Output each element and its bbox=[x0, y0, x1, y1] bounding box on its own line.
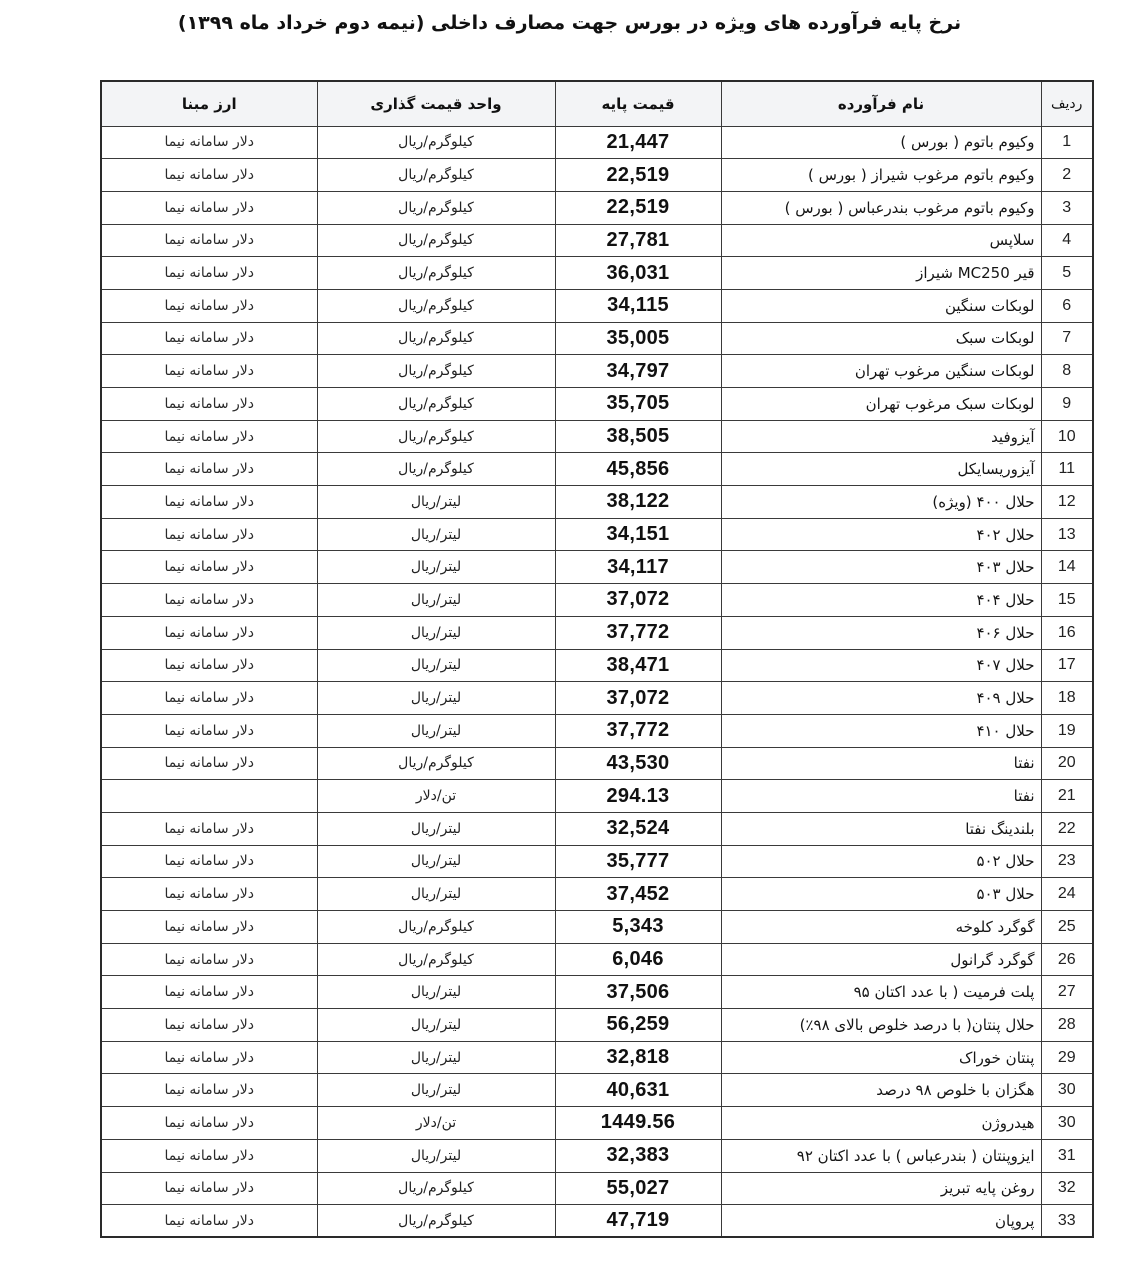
header-product-name: نام فرآورده bbox=[721, 81, 1041, 126]
table-row bbox=[101, 1205, 1093, 1238]
cell-row-number: 13 bbox=[1041, 518, 1093, 551]
cell-base-price: 34,115 bbox=[555, 289, 721, 322]
cell-base-price: 37,072 bbox=[555, 682, 721, 715]
cell-base-currency bbox=[101, 780, 317, 813]
cell-base-price: 35,705 bbox=[555, 388, 721, 421]
table-row bbox=[101, 812, 1093, 845]
cell-base-price: 37,072 bbox=[555, 584, 721, 617]
cell-product-name: نفتا bbox=[721, 747, 1041, 780]
table-row bbox=[101, 649, 1093, 682]
cell-product-name: گوگرد گرانول bbox=[721, 943, 1041, 976]
cell-product-name: وکیوم باتوم مرغوب شیراز ( بورس ) bbox=[721, 159, 1041, 192]
cell-pricing-unit: تن/دلار bbox=[317, 1107, 555, 1140]
cell-pricing-unit: لیتر/ریال bbox=[317, 584, 555, 617]
cell-product-name: پلت فرمیت ( با عدد اکتان ۹۵ bbox=[721, 976, 1041, 1009]
cell-row-number: 5 bbox=[1041, 257, 1093, 290]
table-row bbox=[101, 747, 1093, 780]
cell-base-price: 47,719 bbox=[555, 1205, 721, 1238]
cell-base-price: 37,506 bbox=[555, 976, 721, 1009]
cell-base-currency: دلار سامانه نیما bbox=[101, 388, 317, 421]
cell-product-name: وکیوم باتوم ( بورس ) bbox=[721, 126, 1041, 159]
table-row bbox=[101, 1107, 1093, 1140]
cell-pricing-unit: لیتر/ریال bbox=[317, 1041, 555, 1074]
cell-base-price: 40,631 bbox=[555, 1074, 721, 1107]
cell-pricing-unit: لیتر/ریال bbox=[317, 812, 555, 845]
cell-base-currency: دلار سامانه نیما bbox=[101, 453, 317, 486]
cell-base-currency: دلار سامانه نیما bbox=[101, 911, 317, 944]
table-row bbox=[101, 191, 1093, 224]
cell-row-number: 10 bbox=[1041, 420, 1093, 453]
cell-product-name: حلال ۴۰۷ bbox=[721, 649, 1041, 682]
cell-base-currency: دلار سامانه نیما bbox=[101, 191, 317, 224]
cell-base-currency: دلار سامانه نیما bbox=[101, 616, 317, 649]
cell-row-number: 18 bbox=[1041, 682, 1093, 715]
cell-pricing-unit: کیلوگرم/ریال bbox=[317, 224, 555, 257]
table-row bbox=[101, 159, 1093, 192]
cell-pricing-unit: کیلوگرم/ریال bbox=[317, 159, 555, 192]
cell-base-price: 34,151 bbox=[555, 518, 721, 551]
cell-base-currency: دلار سامانه نیما bbox=[101, 551, 317, 584]
table-row bbox=[101, 322, 1093, 355]
cell-row-number: 14 bbox=[1041, 551, 1093, 584]
cell-product-name: لوبکات سبک bbox=[721, 322, 1041, 355]
cell-base-price: 37,772 bbox=[555, 714, 721, 747]
cell-base-price: 32,524 bbox=[555, 812, 721, 845]
cell-product-name: حلال پنتان( با درصد خلوص بالای ۹۸٪) bbox=[721, 1009, 1041, 1042]
cell-product-name: حلال ۴۰۳ bbox=[721, 551, 1041, 584]
cell-pricing-unit: لیتر/ریال bbox=[317, 845, 555, 878]
cell-base-currency: دلار سامانه نیما bbox=[101, 976, 317, 1009]
cell-product-name: پروپان bbox=[721, 1205, 1041, 1238]
cell-base-currency: دلار سامانه نیما bbox=[101, 812, 317, 845]
header-base-currency: ارز مبنا bbox=[101, 81, 317, 126]
cell-pricing-unit: کیلوگرم/ریال bbox=[317, 747, 555, 780]
cell-pricing-unit: لیتر/ریال bbox=[317, 486, 555, 519]
cell-pricing-unit: کیلوگرم/ریال bbox=[317, 1172, 555, 1205]
cell-base-currency: دلار سامانه نیما bbox=[101, 845, 317, 878]
cell-row-number: 24 bbox=[1041, 878, 1093, 911]
cell-base-currency: دلار سامانه نیما bbox=[101, 355, 317, 388]
cell-pricing-unit: لیتر/ریال bbox=[317, 518, 555, 551]
cell-base-currency: دلار سامانه نیما bbox=[101, 126, 317, 159]
cell-product-name: روغن پایه تبریز bbox=[721, 1172, 1041, 1205]
cell-product-name: هگزان با خلوص ۹۸ درصد bbox=[721, 1074, 1041, 1107]
cell-product-name: حلال ۵۰۲ bbox=[721, 845, 1041, 878]
cell-row-number: 26 bbox=[1041, 943, 1093, 976]
table-row bbox=[101, 845, 1093, 878]
cell-base-price: 22,519 bbox=[555, 191, 721, 224]
cell-row-number: 31 bbox=[1041, 1139, 1093, 1172]
cell-pricing-unit: کیلوگرم/ریال bbox=[317, 911, 555, 944]
cell-base-price: 34,117 bbox=[555, 551, 721, 584]
cell-row-number: 25 bbox=[1041, 911, 1093, 944]
cell-base-price: 21,447 bbox=[555, 126, 721, 159]
cell-product-name: سلاپس bbox=[721, 224, 1041, 257]
table-row bbox=[101, 126, 1093, 159]
cell-base-currency: دلار سامانه نیما bbox=[101, 1074, 317, 1107]
table-row bbox=[101, 1041, 1093, 1074]
cell-base-currency: دلار سامانه نیما bbox=[101, 1107, 317, 1140]
cell-pricing-unit: کیلوگرم/ریال bbox=[317, 943, 555, 976]
cell-row-number: 15 bbox=[1041, 584, 1093, 617]
cell-pricing-unit: کیلوگرم/ریال bbox=[317, 453, 555, 486]
table-row bbox=[101, 453, 1093, 486]
cell-row-number: 2 bbox=[1041, 159, 1093, 192]
header-row-number: ردیف bbox=[1041, 81, 1093, 126]
cell-base-price: 43,530 bbox=[555, 747, 721, 780]
cell-base-currency: دلار سامانه نیما bbox=[101, 714, 317, 747]
cell-base-currency: دلار سامانه نیما bbox=[101, 682, 317, 715]
cell-row-number: 9 bbox=[1041, 388, 1093, 421]
cell-base-price: 38,505 bbox=[555, 420, 721, 453]
cell-base-price: 35,005 bbox=[555, 322, 721, 355]
cell-pricing-unit: لیتر/ریال bbox=[317, 551, 555, 584]
cell-pricing-unit: لیتر/ریال bbox=[317, 1009, 555, 1042]
cell-base-price: 37,452 bbox=[555, 878, 721, 911]
cell-base-currency: دلار سامانه نیما bbox=[101, 159, 317, 192]
table-row bbox=[101, 911, 1093, 944]
cell-product-name: حلال ۴۰۴ bbox=[721, 584, 1041, 617]
cell-base-price: 55,027 bbox=[555, 1172, 721, 1205]
cell-base-price: 22,519 bbox=[555, 159, 721, 192]
cell-base-currency: دلار سامانه نیما bbox=[101, 1009, 317, 1042]
table-row bbox=[101, 584, 1093, 617]
cell-base-currency: دلار سامانه نیما bbox=[101, 1041, 317, 1074]
cell-product-name: بلندینگ نفتا bbox=[721, 812, 1041, 845]
cell-product-name: حلال ۴۰۹ bbox=[721, 682, 1041, 715]
cell-product-name: گوگرد کلوخه bbox=[721, 911, 1041, 944]
cell-base-currency: دلار سامانه نیما bbox=[101, 1139, 317, 1172]
cell-row-number: 32 bbox=[1041, 1172, 1093, 1205]
cell-product-name: نفتا bbox=[721, 780, 1041, 813]
cell-product-name: حلال ۴۱۰ bbox=[721, 714, 1041, 747]
cell-base-price: 5,343 bbox=[555, 911, 721, 944]
cell-pricing-unit: تن/دلار bbox=[317, 780, 555, 813]
cell-base-price: 1449.56 bbox=[555, 1107, 721, 1140]
table-row bbox=[101, 1139, 1093, 1172]
cell-row-number: 30 bbox=[1041, 1074, 1093, 1107]
cell-base-price: 27,781 bbox=[555, 224, 721, 257]
cell-row-number: 6 bbox=[1041, 289, 1093, 322]
table-row bbox=[101, 1172, 1093, 1205]
cell-pricing-unit: لیتر/ریال bbox=[317, 976, 555, 1009]
cell-base-currency: دلار سامانه نیما bbox=[101, 584, 317, 617]
document-title: نرخ پایه فرآورده های ویژه در بورس جهت مصارف داخلی (نیمه دوم خرداد ماه ۱۳۹۹) bbox=[177, 12, 962, 34]
cell-base-price: 32,818 bbox=[555, 1041, 721, 1074]
header-pricing-unit: واحد قیمت گذاری bbox=[317, 81, 555, 126]
cell-base-currency: دلار سامانه نیما bbox=[101, 322, 317, 355]
cell-product-name: پنتان خوراک bbox=[721, 1041, 1041, 1074]
cell-base-currency: دلار سامانه نیما bbox=[101, 649, 317, 682]
cell-base-currency: دلار سامانه نیما bbox=[101, 878, 317, 911]
header-base-price: قیمت پایه bbox=[555, 81, 721, 126]
cell-pricing-unit: لیتر/ریال bbox=[317, 878, 555, 911]
cell-product-name: لوبکات سنگین مرغوب تهران bbox=[721, 355, 1041, 388]
cell-base-price: 294.13 bbox=[555, 780, 721, 813]
cell-pricing-unit: کیلوگرم/ریال bbox=[317, 126, 555, 159]
cell-base-price: 35,777 bbox=[555, 845, 721, 878]
cell-product-name: حلال ۴۰۶ bbox=[721, 616, 1041, 649]
table-header-row bbox=[101, 81, 1093, 126]
cell-row-number: 28 bbox=[1041, 1009, 1093, 1042]
table-row bbox=[101, 1009, 1093, 1042]
cell-base-price: 56,259 bbox=[555, 1009, 721, 1042]
cell-product-name: حلال ۵۰۳ bbox=[721, 878, 1041, 911]
cell-pricing-unit: کیلوگرم/ریال bbox=[317, 388, 555, 421]
cell-pricing-unit: کیلوگرم/ریال bbox=[317, 191, 555, 224]
cell-base-currency: دلار سامانه نیما bbox=[101, 1172, 317, 1205]
cell-base-currency: دلار سامانه نیما bbox=[101, 224, 317, 257]
table-body bbox=[101, 126, 1093, 1237]
cell-base-price: 6,046 bbox=[555, 943, 721, 976]
cell-pricing-unit: لیتر/ریال bbox=[317, 1074, 555, 1107]
cell-base-currency: دلار سامانه نیما bbox=[101, 486, 317, 519]
table-row bbox=[101, 257, 1093, 290]
cell-base-currency: دلار سامانه نیما bbox=[101, 420, 317, 453]
cell-pricing-unit: کیلوگرم/ریال bbox=[317, 1205, 555, 1238]
cell-base-price: 45,856 bbox=[555, 453, 721, 486]
cell-pricing-unit: لیتر/ریال bbox=[317, 616, 555, 649]
cell-row-number: 33 bbox=[1041, 1205, 1093, 1238]
cell-row-number: 8 bbox=[1041, 355, 1093, 388]
cell-pricing-unit: لیتر/ریال bbox=[317, 682, 555, 715]
cell-product-name: وکیوم باتوم مرغوب بندرعباس ( بورس ) bbox=[721, 191, 1041, 224]
cell-product-name: حلال ۴۰۲ bbox=[721, 518, 1041, 551]
table-row bbox=[101, 486, 1093, 519]
cell-base-currency: دلار سامانه نیما bbox=[101, 518, 317, 551]
cell-row-number: 17 bbox=[1041, 649, 1093, 682]
cell-row-number: 4 bbox=[1041, 224, 1093, 257]
cell-row-number: 1 bbox=[1041, 126, 1093, 159]
cell-base-currency: دلار سامانه نیما bbox=[101, 257, 317, 290]
table-row bbox=[101, 976, 1093, 1009]
cell-product-name: حلال ۴۰۰ (ویژه) bbox=[721, 486, 1041, 519]
cell-base-currency: دلار سامانه نیما bbox=[101, 747, 317, 780]
table-row bbox=[101, 518, 1093, 551]
cell-base-price: 38,471 bbox=[555, 649, 721, 682]
table-row bbox=[101, 289, 1093, 322]
cell-base-price: 37,772 bbox=[555, 616, 721, 649]
table-row bbox=[101, 616, 1093, 649]
cell-pricing-unit: لیتر/ریال bbox=[317, 649, 555, 682]
cell-row-number: 23 bbox=[1041, 845, 1093, 878]
cell-product-name: لوبکات سنگین bbox=[721, 289, 1041, 322]
cell-row-number: 20 bbox=[1041, 747, 1093, 780]
cell-base-currency: دلار سامانه نیما bbox=[101, 289, 317, 322]
cell-pricing-unit: کیلوگرم/ریال bbox=[317, 289, 555, 322]
cell-row-number: 19 bbox=[1041, 714, 1093, 747]
cell-pricing-unit: لیتر/ریال bbox=[317, 1139, 555, 1172]
table-row bbox=[101, 224, 1093, 257]
cell-base-price: 38,122 bbox=[555, 486, 721, 519]
cell-row-number: 30 bbox=[1041, 1107, 1093, 1140]
cell-product-name: ایزوپنتان ( بندرعباس ) با عدد اکتان ۹۲ bbox=[721, 1139, 1041, 1172]
table-row bbox=[101, 878, 1093, 911]
cell-row-number: 7 bbox=[1041, 322, 1093, 355]
cell-base-currency: دلار سامانه نیما bbox=[101, 1205, 317, 1238]
cell-row-number: 22 bbox=[1041, 812, 1093, 845]
table-row bbox=[101, 355, 1093, 388]
cell-row-number: 27 bbox=[1041, 976, 1093, 1009]
cell-product-name: لوبکات سبک مرغوب تهران bbox=[721, 388, 1041, 421]
cell-row-number: 21 bbox=[1041, 780, 1093, 813]
cell-row-number: 11 bbox=[1041, 453, 1093, 486]
price-table bbox=[100, 80, 1094, 1238]
table-row bbox=[101, 943, 1093, 976]
cell-row-number: 29 bbox=[1041, 1041, 1093, 1074]
table-row bbox=[101, 682, 1093, 715]
cell-base-price: 36,031 bbox=[555, 257, 721, 290]
cell-product-name: هیدروژن bbox=[721, 1107, 1041, 1140]
table-row bbox=[101, 714, 1093, 747]
table-row bbox=[101, 551, 1093, 584]
cell-base-currency: دلار سامانه نیما bbox=[101, 943, 317, 976]
cell-pricing-unit: کیلوگرم/ریال bbox=[317, 420, 555, 453]
table-row bbox=[101, 388, 1093, 421]
cell-pricing-unit: کیلوگرم/ریال bbox=[317, 257, 555, 290]
cell-pricing-unit: لیتر/ریال bbox=[317, 714, 555, 747]
cell-product-name: قیر MC250 شیراز bbox=[721, 257, 1041, 290]
price-table-container bbox=[100, 80, 1092, 1238]
cell-row-number: 12 bbox=[1041, 486, 1093, 519]
cell-row-number: 16 bbox=[1041, 616, 1093, 649]
cell-base-price: 34,797 bbox=[555, 355, 721, 388]
cell-row-number: 3 bbox=[1041, 191, 1093, 224]
table-row bbox=[101, 420, 1093, 453]
table-row bbox=[101, 1074, 1093, 1107]
cell-product-name: آیزوریسایکل bbox=[721, 453, 1041, 486]
table-row bbox=[101, 780, 1093, 813]
cell-base-price: 32,383 bbox=[555, 1139, 721, 1172]
cell-pricing-unit: کیلوگرم/ریال bbox=[317, 355, 555, 388]
cell-pricing-unit: کیلوگرم/ریال bbox=[317, 322, 555, 355]
cell-product-name: آیزوفید bbox=[721, 420, 1041, 453]
